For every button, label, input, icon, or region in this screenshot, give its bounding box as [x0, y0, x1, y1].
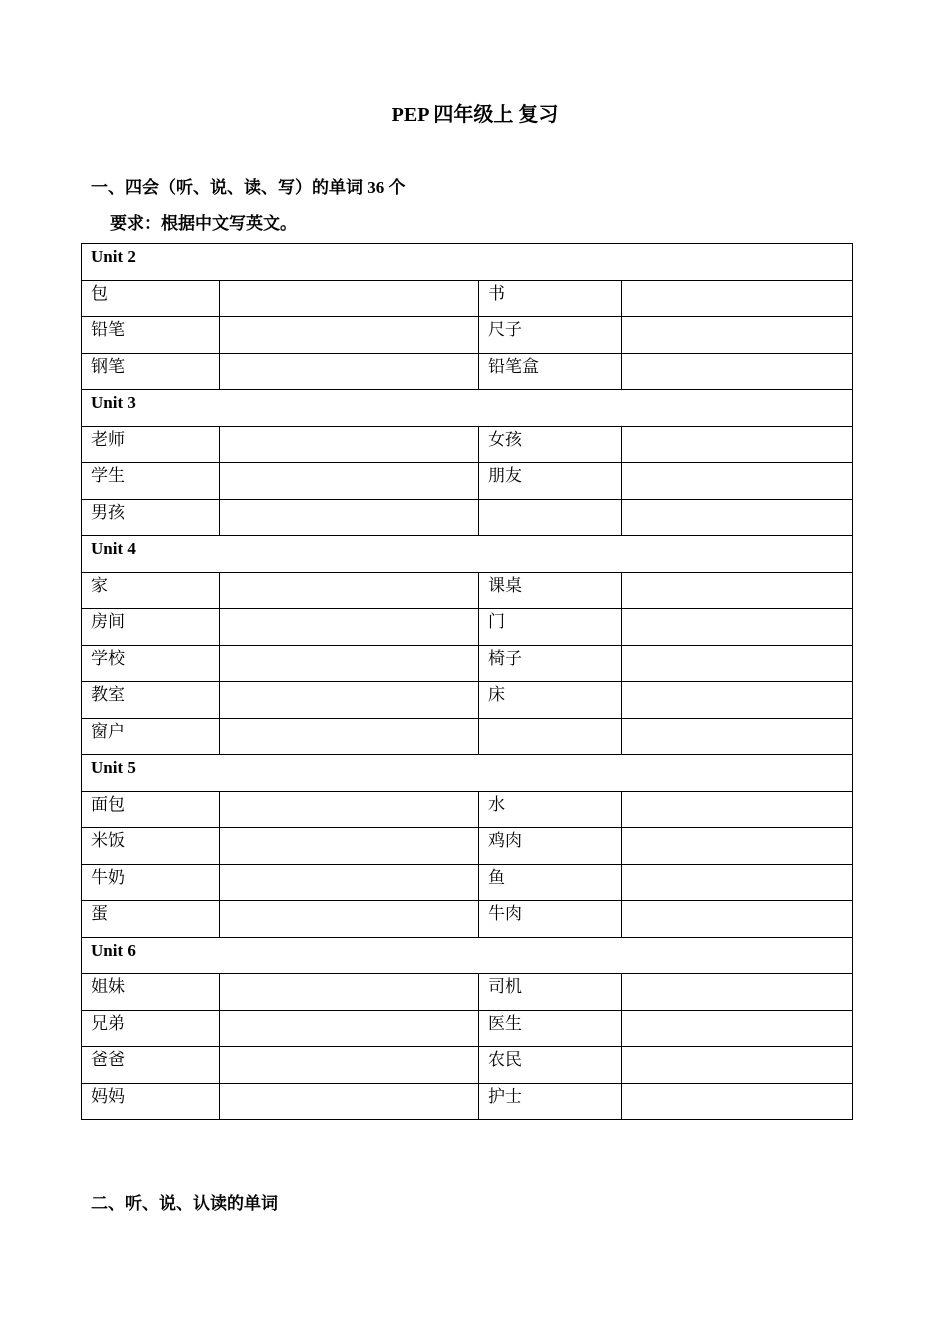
- unit-header-row: [82, 755, 853, 792]
- chinese-word-cell: 课桌: [479, 572, 622, 609]
- word-row: [82, 463, 853, 500]
- chinese-word-cell: 面包: [82, 791, 220, 828]
- word-row: [82, 499, 853, 536]
- unit-heading: Unit 6: [82, 937, 853, 974]
- english-answer-blank[interactable]: [220, 1047, 479, 1084]
- english-answer-blank[interactable]: [622, 1010, 853, 1047]
- word-row: [82, 280, 853, 317]
- chinese-word-cell: 老师: [82, 426, 220, 463]
- chinese-word-cell: 朋友: [479, 463, 622, 500]
- unit-heading: Unit 4: [82, 536, 853, 573]
- word-row: [82, 645, 853, 682]
- chinese-word-cell: 家: [82, 572, 220, 609]
- chinese-word-cell: 牛奶: [82, 864, 220, 901]
- english-answer-blank[interactable]: [220, 317, 479, 354]
- chinese-word-cell: 姐妹: [82, 974, 220, 1011]
- chinese-word-cell: 尺子: [479, 317, 622, 354]
- chinese-word-cell: 女孩: [479, 426, 622, 463]
- chinese-word-cell: 铅笔盒: [479, 353, 622, 390]
- unit-header-row: [82, 244, 853, 281]
- word-row: [82, 317, 853, 354]
- page-title: PEP 四年级上 复习: [391, 104, 559, 126]
- english-answer-blank[interactable]: [220, 718, 479, 755]
- chinese-word-cell: 男孩: [82, 499, 220, 536]
- chinese-word-cell: 门: [479, 609, 622, 646]
- chinese-word-cell: 铅笔: [82, 317, 220, 354]
- word-row: [82, 682, 853, 719]
- word-row: [82, 901, 853, 938]
- chinese-word-cell: 书: [479, 280, 622, 317]
- word-row: [82, 609, 853, 646]
- chinese-word-cell: 蛋: [82, 901, 220, 938]
- english-answer-blank[interactable]: [622, 791, 853, 828]
- chinese-word-cell: 妈妈: [82, 1083, 220, 1120]
- word-row: [82, 718, 853, 755]
- chinese-word-cell: 牛肉: [479, 901, 622, 938]
- unit-header-row: [82, 937, 853, 974]
- chinese-word-cell: 司机: [479, 974, 622, 1011]
- english-answer-blank[interactable]: [622, 463, 853, 500]
- english-answer-blank[interactable]: [220, 645, 479, 682]
- chinese-word-cell: [479, 499, 622, 536]
- english-answer-blank[interactable]: [622, 974, 853, 1011]
- english-answer-blank[interactable]: [220, 974, 479, 1011]
- chinese-word-cell: 教室: [82, 682, 220, 719]
- english-answer-blank[interactable]: [622, 901, 853, 938]
- chinese-word-cell: 护士: [479, 1083, 622, 1120]
- chinese-word-cell: [479, 718, 622, 755]
- word-row: [82, 1010, 853, 1047]
- vocabulary-table: [81, 243, 853, 1120]
- english-answer-blank[interactable]: [622, 828, 853, 865]
- english-answer-blank[interactable]: [220, 572, 479, 609]
- chinese-word-cell: 爸爸: [82, 1047, 220, 1084]
- english-answer-blank[interactable]: [622, 682, 853, 719]
- english-answer-blank[interactable]: [622, 280, 853, 317]
- english-answer-blank[interactable]: [622, 645, 853, 682]
- chinese-word-cell: 包: [82, 280, 220, 317]
- chinese-word-cell: 钢笔: [82, 353, 220, 390]
- english-answer-blank[interactable]: [220, 463, 479, 500]
- chinese-word-cell: 鸡肉: [479, 828, 622, 865]
- word-row: [82, 1083, 853, 1120]
- word-row: [82, 974, 853, 1011]
- chinese-word-cell: 学生: [82, 463, 220, 500]
- english-answer-blank[interactable]: [220, 682, 479, 719]
- chinese-word-cell: 窗户: [82, 718, 220, 755]
- english-answer-blank[interactable]: [622, 426, 853, 463]
- english-answer-blank[interactable]: [622, 609, 853, 646]
- unit-heading: Unit 2: [82, 244, 853, 281]
- word-row: [82, 426, 853, 463]
- section-1-requirement: 要求：根据中文写英文。: [110, 214, 297, 233]
- word-row: [82, 353, 853, 390]
- english-answer-blank[interactable]: [220, 609, 479, 646]
- chinese-word-cell: 床: [479, 682, 622, 719]
- word-row: [82, 828, 853, 865]
- english-answer-blank[interactable]: [622, 499, 853, 536]
- chinese-word-cell: 房间: [82, 609, 220, 646]
- english-answer-blank[interactable]: [220, 1083, 479, 1120]
- vocabulary-table-body: [82, 244, 853, 1120]
- word-row: [82, 791, 853, 828]
- chinese-word-cell: 兄弟: [82, 1010, 220, 1047]
- english-answer-blank[interactable]: [220, 426, 479, 463]
- english-answer-blank[interactable]: [220, 1010, 479, 1047]
- unit-header-row: [82, 390, 853, 427]
- chinese-word-cell: 椅子: [479, 645, 622, 682]
- chinese-word-cell: 米饭: [82, 828, 220, 865]
- english-answer-blank[interactable]: [622, 1083, 853, 1120]
- word-row: [82, 572, 853, 609]
- english-answer-blank[interactable]: [220, 901, 479, 938]
- english-answer-blank[interactable]: [622, 317, 853, 354]
- unit-heading: Unit 3: [82, 390, 853, 427]
- word-row: [82, 864, 853, 901]
- english-answer-blank[interactable]: [220, 499, 479, 536]
- english-answer-blank[interactable]: [220, 828, 479, 865]
- english-answer-blank[interactable]: [622, 718, 853, 755]
- english-answer-blank[interactable]: [622, 1047, 853, 1084]
- chinese-word-cell: 鱼: [479, 864, 622, 901]
- english-answer-blank[interactable]: [622, 353, 853, 390]
- section-2-heading: 二、听、说、认读的单词: [91, 1194, 278, 1213]
- english-answer-blank[interactable]: [220, 791, 479, 828]
- chinese-word-cell: 农民: [479, 1047, 622, 1084]
- unit-heading: Unit 5: [82, 755, 853, 792]
- english-answer-blank[interactable]: [622, 864, 853, 901]
- english-answer-blank[interactable]: [220, 864, 479, 901]
- chinese-word-cell: 医生: [479, 1010, 622, 1047]
- chinese-word-cell: 学校: [82, 645, 220, 682]
- chinese-word-cell: 水: [479, 791, 622, 828]
- english-answer-blank[interactable]: [220, 280, 479, 317]
- english-answer-blank[interactable]: [622, 572, 853, 609]
- unit-header-row: [82, 536, 853, 573]
- section-1-heading: 一、四会（听、说、读、写）的单词 36 个: [91, 178, 406, 197]
- word-row: [82, 1047, 853, 1084]
- english-answer-blank[interactable]: [220, 353, 479, 390]
